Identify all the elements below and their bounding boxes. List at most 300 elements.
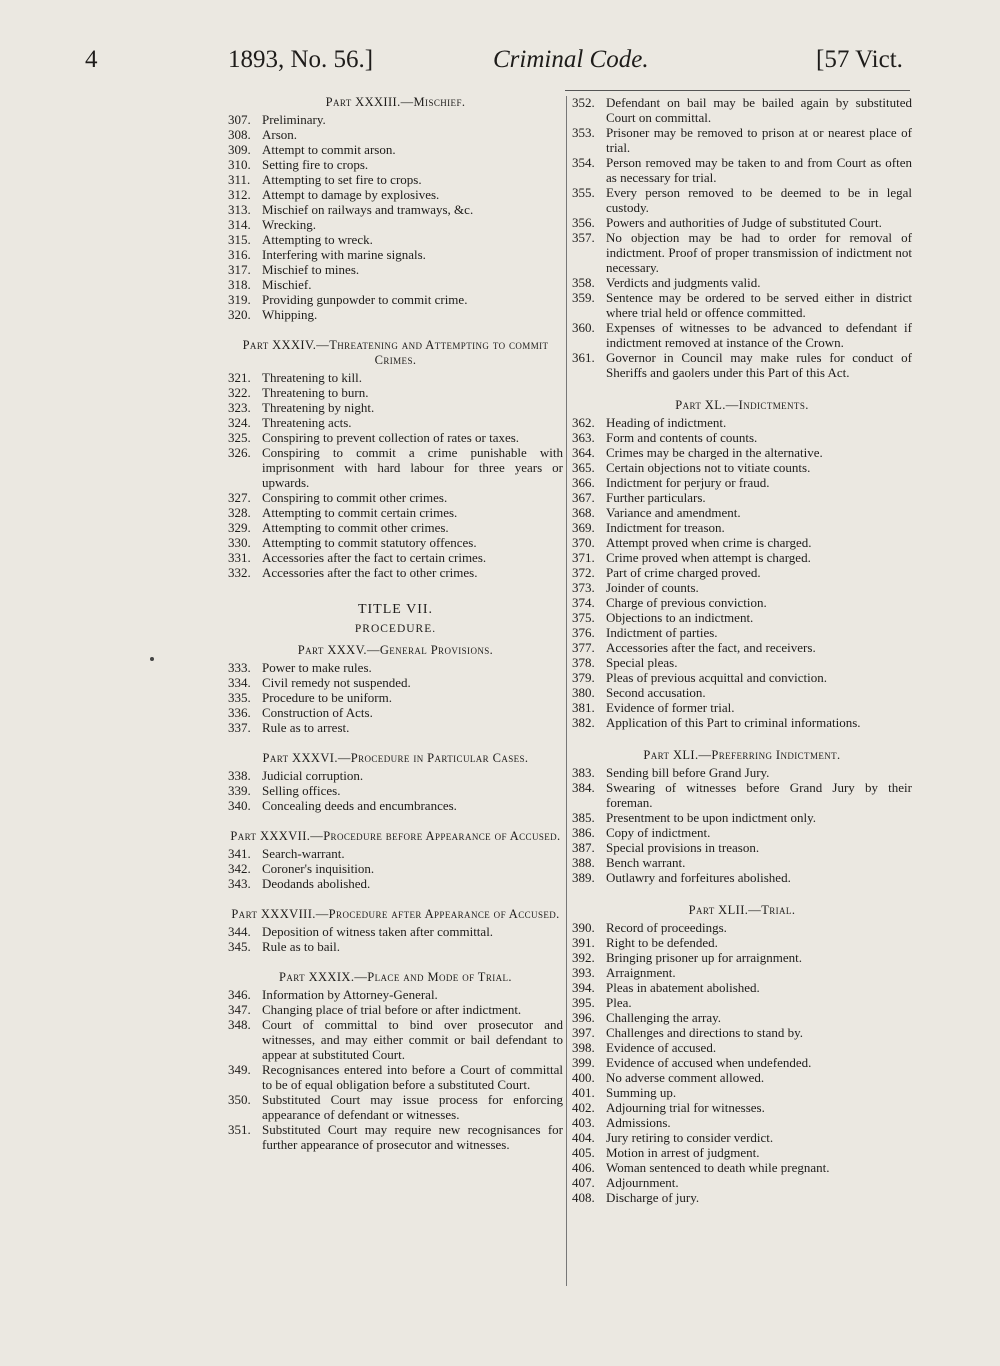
list-item [228,415,563,430]
section-number: 374. [572,595,595,610]
list-item [572,290,912,320]
list-item [228,400,563,415]
section-number: 356. [572,215,595,230]
section-title: Substituted Court may issue process for enforcing appearance of defendant or witnesses. [262,1092,563,1122]
section-title: Special provisions in treason. [606,840,760,855]
list-item [572,1175,912,1190]
section-title: Swearing of witnesses before Grand Jury by their foreman. [606,780,912,810]
section-title: Substituted Court may require new recognisances for further appearance of prosecutor and witnesses. [262,1122,563,1152]
section-title: Heading of indictment. [606,415,727,430]
section-title: Rule as to bail. [262,939,340,954]
section-title: Selling offices. [262,783,341,798]
right-column [572,95,912,1205]
list-item [572,185,912,215]
section-title: Plea. [606,995,632,1010]
list-item [228,112,563,127]
part-heading: Part XL.—Indictments. [675,398,809,412]
section-number: 367. [572,490,595,505]
act-reference: 1893, No. 56.] [228,46,374,73]
list-item [572,320,912,350]
section-number: 336. [228,705,251,720]
section-title: Court of committal to bind over prosecutor and witnesses, and may either commit or bail defendant to appear at substituted Court. [262,1017,563,1062]
list-item [228,1002,563,1017]
list-item [228,705,563,720]
section-title: Variance and amendment. [606,505,741,520]
list-item [228,157,563,172]
list-item [228,445,563,490]
part-heading: Part XXXVII.—Procedure before Appearance of Accused. [230,829,561,843]
section-number: 383. [572,765,595,780]
section-title: Challenging the array. [606,1010,722,1025]
section-number: 407. [572,1175,595,1190]
section-number: 351. [228,1122,251,1137]
list-item [228,1092,563,1122]
section-title: Arraignment. [606,965,676,980]
list-item [228,292,563,307]
section-title: Presentment to be upon indictment only. [606,810,817,825]
section-title: Form and contents of counts. [606,430,758,445]
list-item [572,715,912,730]
section-title: Further particulars. [606,490,706,505]
section-title: Mischief on railways and tramways, &c. [262,202,474,217]
section-title: Construction of Acts. [262,705,373,720]
section-number: 312. [228,187,251,202]
section-number: 309. [228,142,251,157]
section-title: Accessories after the fact, and receivers. [606,640,816,655]
section-title: Expenses of witnesses to be advanced to defendant if indictment removed at instance of the Crown. [606,320,912,350]
section-number: 401. [572,1085,595,1100]
list-item [572,445,912,460]
list-item [572,950,912,965]
section-title: No adverse comment allowed. [606,1070,765,1085]
section-title: Accessories after the fact to certain crimes. [262,550,487,565]
section-title: Deodands abolished. [262,876,371,891]
list-item [228,720,563,735]
list-item [228,675,563,690]
section-title: Powers and authorities of Judge of substituted Court. [606,215,882,230]
section-title: Interfering with marine signals. [262,247,426,262]
section-number: 354. [572,155,595,170]
title-subheading: PROCEDURE. [354,623,437,635]
section-title: Defendant on bail may be bailed again by substituted Court on committal. [606,95,912,125]
section-number: 317. [228,262,251,277]
section-number: 397. [572,1025,595,1040]
section-number: 313. [228,202,251,217]
section-number: 384. [572,780,595,795]
list-item [228,1017,563,1062]
section-title: Copy of indictment. [606,825,711,840]
list-item [572,595,912,610]
list-item [572,965,912,980]
list-item [228,690,563,705]
section-number: 398. [572,1040,595,1055]
part-heading: Part XXXIII.—Mischief. [325,95,466,109]
section-number: 344. [228,924,251,939]
list-item [572,700,912,715]
section-number: 321. [228,370,251,385]
section-title: Joinder of counts. [606,580,699,595]
list-item [228,535,563,550]
list-item [572,580,912,595]
left-column [228,95,563,1152]
section-number: 403. [572,1115,595,1130]
section-title: Threatening to burn. [262,385,369,400]
list-item [572,1100,912,1115]
list-item [228,660,563,675]
margin-mark [150,657,154,661]
list-item [228,505,563,520]
section-title: Judicial corruption. [262,768,364,783]
section-number: 358. [572,275,595,290]
section-number: 396. [572,1010,595,1025]
section-title: Attempting to commit other crimes. [262,520,449,535]
section-title: Right to be defended. [606,935,718,950]
section-title: Evidence of former trial. [606,700,735,715]
section-title: Changing place of trial before or after indictment. [262,1002,522,1017]
list-item [228,307,563,322]
list-item [228,247,563,262]
section-number: 368. [572,505,595,520]
section-number: 349. [228,1062,251,1077]
section-title: Accessories after the fact to other crimes. [262,565,478,580]
list-item [228,385,563,400]
section-title: Bringing prisoner up for arraignment. [606,950,803,965]
list-item [572,1070,912,1085]
section-title: Conspiring to prevent collection of rates or taxes. [262,430,520,445]
list-item [572,1145,912,1160]
section-number: 390. [572,920,595,935]
column-divider [566,96,567,1286]
list-item [572,520,912,535]
section-number: 348. [228,1017,251,1032]
section-title: Outlawry and forfeitures abolished. [606,870,791,885]
section-number: 391. [572,935,595,950]
list-item [572,685,912,700]
list-item [228,798,563,813]
list-item [572,655,912,670]
section-number: 361. [572,350,595,365]
list-item [228,1062,563,1092]
list-item [228,142,563,157]
section-number: 375. [572,610,595,625]
list-item [572,1025,912,1040]
list-item [572,625,912,640]
section-title: Admissions. [606,1115,671,1130]
part-heading: Part XLI.—Preferring Indictment. [643,748,841,762]
list-item [572,350,912,380]
section-number: 369. [572,520,595,535]
section-number: 389. [572,870,595,885]
section-number: 406. [572,1160,595,1175]
section-number: 404. [572,1130,595,1145]
list-item [228,876,563,891]
section-title: Attempting to commit certain crimes. [262,505,458,520]
list-item [572,475,912,490]
section-number: 337. [228,720,251,735]
section-number: 386. [572,825,595,840]
list-item [228,520,563,535]
list-item [228,370,563,385]
section-title: Setting fire to crops. [262,157,369,172]
section-number: 339. [228,783,251,798]
list-item [228,202,563,217]
section-title: Threatening acts. [262,415,352,430]
section-number: 328. [228,505,251,520]
section-title: Mischief. [262,277,312,292]
section-number: 308. [228,127,251,142]
section-number: 315. [228,232,251,247]
section-title: Pleas in abatement abolished. [606,980,760,995]
section-number: 310. [228,157,251,172]
list-item [572,855,912,870]
section-title: Summing up. [606,1085,677,1100]
list-item [572,1160,912,1175]
list-item [228,172,563,187]
section-number: 399. [572,1055,595,1070]
section-title: Adjourning trial for witnesses. [606,1100,765,1115]
section-number: 326. [228,445,251,460]
list-item [572,935,912,950]
list-item [572,215,912,230]
section-number: 333. [228,660,251,675]
list-item [228,550,563,565]
section-title: Adjournment. [606,1175,679,1190]
part-heading: Part XXXVIII.—Procedure after Appearance of Accused. [231,907,560,921]
section-title: Challenges and directions to stand by. [606,1025,804,1040]
section-number: 319. [228,292,251,307]
section-number: 329. [228,520,251,535]
list-item [228,768,563,783]
list-item [228,217,563,232]
list-item [228,262,563,277]
section-title: Jury retiring to consider verdict. [606,1130,774,1145]
section-number: 342. [228,861,251,876]
section-title: Crimes may be charged in the alternative. [606,445,823,460]
list-item [572,415,912,430]
list-item [572,535,912,550]
list-item [572,995,912,1010]
section-title: Concealing deeds and encumbrances. [262,798,457,813]
section-title: Threatening by night. [262,400,375,415]
section-title: Search-warrant. [262,846,345,861]
section-number: 331. [228,550,251,565]
section-title: Person removed may be taken to and from Court as often as necessary for trial. [606,155,912,185]
section-title: Coroner's inquisition. [262,861,375,876]
list-item [228,861,563,876]
list-item [572,460,912,475]
section-title: Preliminary. [262,112,326,127]
list-item [572,550,912,565]
section-number: 359. [572,290,595,305]
section-number: 379. [572,670,595,685]
section-number: 408. [572,1190,595,1205]
section-number: 324. [228,415,251,430]
section-title: Bench warrant. [606,855,686,870]
section-title: Indictment for perjury or fraud. [606,475,770,490]
section-number: 343. [228,876,251,891]
section-number: 318. [228,277,251,292]
list-item [572,825,912,840]
section-number: 360. [572,320,595,335]
section-number: 357. [572,230,595,245]
part-heading: Part XXXIX.—Place and Mode of Trial. [279,970,512,984]
list-item [572,980,912,995]
regnal-year: [57 Vict. [816,46,903,73]
section-title: Attempting to set fire to crops. [262,172,422,187]
list-item [228,783,563,798]
section-title: Deposition of witness taken after committal. [262,924,494,939]
section-number: 316. [228,247,251,262]
section-title: Conspiring to commit a crime punishable with imprisonment with hard labour for three years or upwards. [262,445,563,490]
section-title: Threatening to kill. [262,370,363,385]
section-number: 372. [572,565,595,580]
title-heading: TITLE VII. [357,602,434,617]
section-title: Sending bill before Grand Jury. [606,765,770,780]
section-title: Providing gunpowder to commit crime. [262,292,468,307]
list-item [572,1085,912,1100]
list-item [572,780,912,810]
list-item [228,430,563,445]
list-item [572,610,912,625]
section-number: 320. [228,307,251,322]
part-heading: Part XXXIV.—Threatening and Attempting to commit Crimes. [242,338,549,367]
section-number: 350. [228,1092,251,1107]
section-title: Information by Attorney-General. [262,987,438,1002]
section-title: Rule as to arrest. [262,720,350,735]
list-item [572,95,912,125]
list-item [228,924,563,939]
section-number: 332. [228,565,251,580]
section-title: Motion in arrest of judgment. [606,1145,760,1160]
section-number: 380. [572,685,595,700]
section-number: 322. [228,385,251,400]
list-item [572,230,912,275]
section-number: 402. [572,1100,595,1115]
list-item [572,1040,912,1055]
list-item [228,846,563,861]
section-number: 345. [228,939,251,954]
section-number: 323. [228,400,251,415]
section-title: Charge of previous conviction. [606,595,767,610]
header-rule [565,90,910,91]
section-number: 307. [228,112,251,127]
section-number: 352. [572,95,595,110]
section-number: 353. [572,125,595,140]
section-title: Wrecking. [262,217,316,232]
section-number: 355. [572,185,595,200]
section-number: 364. [572,445,595,460]
section-title: No objection may be had to order for removal of indictment. Proof of proper transmission of indictment not necessary. [606,230,912,275]
section-title: Attempting to wreck. [262,232,373,247]
section-title: Governor in Council may make rules for conduct of Sheriffs and gaolers under this Part of this Act. [606,350,912,380]
section-title: Procedure to be uniform. [262,690,392,705]
section-number: 378. [572,655,595,670]
list-item [228,1122,563,1152]
list-item [572,505,912,520]
page-number: 4 [85,46,98,73]
section-title: Attempt proved when crime is charged. [606,535,812,550]
section-title: Discharge of jury. [606,1190,700,1205]
section-number: 393. [572,965,595,980]
list-item [572,430,912,445]
section-title: Second accusation. [606,685,706,700]
section-title: Conspiring to commit other crimes. [262,490,448,505]
section-number: 362. [572,415,595,430]
section-number: 395. [572,995,595,1010]
list-item [228,565,563,580]
section-number: 325. [228,430,251,445]
section-title: Power to make rules. [262,660,372,675]
list-item [572,490,912,505]
section-number: 365. [572,460,595,475]
section-title: Crime proved when attempt is charged. [606,550,811,565]
list-item [572,870,912,885]
section-title: Woman sentenced to death while pregnant. [606,1160,830,1175]
section-title: Objections to an indictment. [606,610,754,625]
list-item [228,127,563,142]
section-number: 334. [228,675,251,690]
list-item [572,920,912,935]
section-number: 366. [572,475,595,490]
list-item [572,565,912,580]
section-number: 381. [572,700,595,715]
section-number: 385. [572,810,595,825]
section-title: Attempt to damage by explosives. [262,187,440,202]
list-item [572,275,912,290]
section-title: Indictment of parties. [606,625,718,640]
list-item [572,1055,912,1070]
section-title: Civil remedy not suspended. [262,675,411,690]
list-item [572,640,912,655]
section-number: 347. [228,1002,251,1017]
list-item [572,840,912,855]
part-heading: Part XXXVI.—Procedure in Particular Cases. [262,751,529,765]
section-title: Prisoner may be removed to prison at or nearest place of trial. [606,125,912,155]
section-title: Indictment for treason. [606,520,725,535]
section-title: Record of proceedings. [606,920,727,935]
section-title: Attempting to commit statutory offences. [262,535,477,550]
section-number: 341. [228,846,251,861]
part-heading: Part XLII.—Trial. [688,903,796,917]
section-title: Certain objections not to vitiate counts. [606,460,811,475]
section-number: 382. [572,715,595,730]
section-number: 311. [228,172,251,187]
section-number: 314. [228,217,251,232]
section-number: 346. [228,987,251,1002]
section-number: 370. [572,535,595,550]
section-number: 371. [572,550,595,565]
section-title: Pleas of previous acquittal and conviction. [606,670,827,685]
section-number: 405. [572,1145,595,1160]
list-item [572,810,912,825]
section-number: 338. [228,768,251,783]
list-item [572,1010,912,1025]
list-item [572,765,912,780]
section-title: Attempt to commit arson. [262,142,396,157]
list-item [228,232,563,247]
section-number: 392. [572,950,595,965]
running-title: Criminal Code. [493,46,649,73]
section-number: 363. [572,430,595,445]
list-item [228,490,563,505]
section-title: Whipping. [262,307,318,322]
list-item [228,277,563,292]
part-heading: Part XXXV.—General Provisions. [297,643,494,657]
section-title: Part of crime charged proved. [606,565,761,580]
section-title: Evidence of accused when undefended. [606,1055,812,1070]
section-number: 376. [572,625,595,640]
list-item [572,1115,912,1130]
